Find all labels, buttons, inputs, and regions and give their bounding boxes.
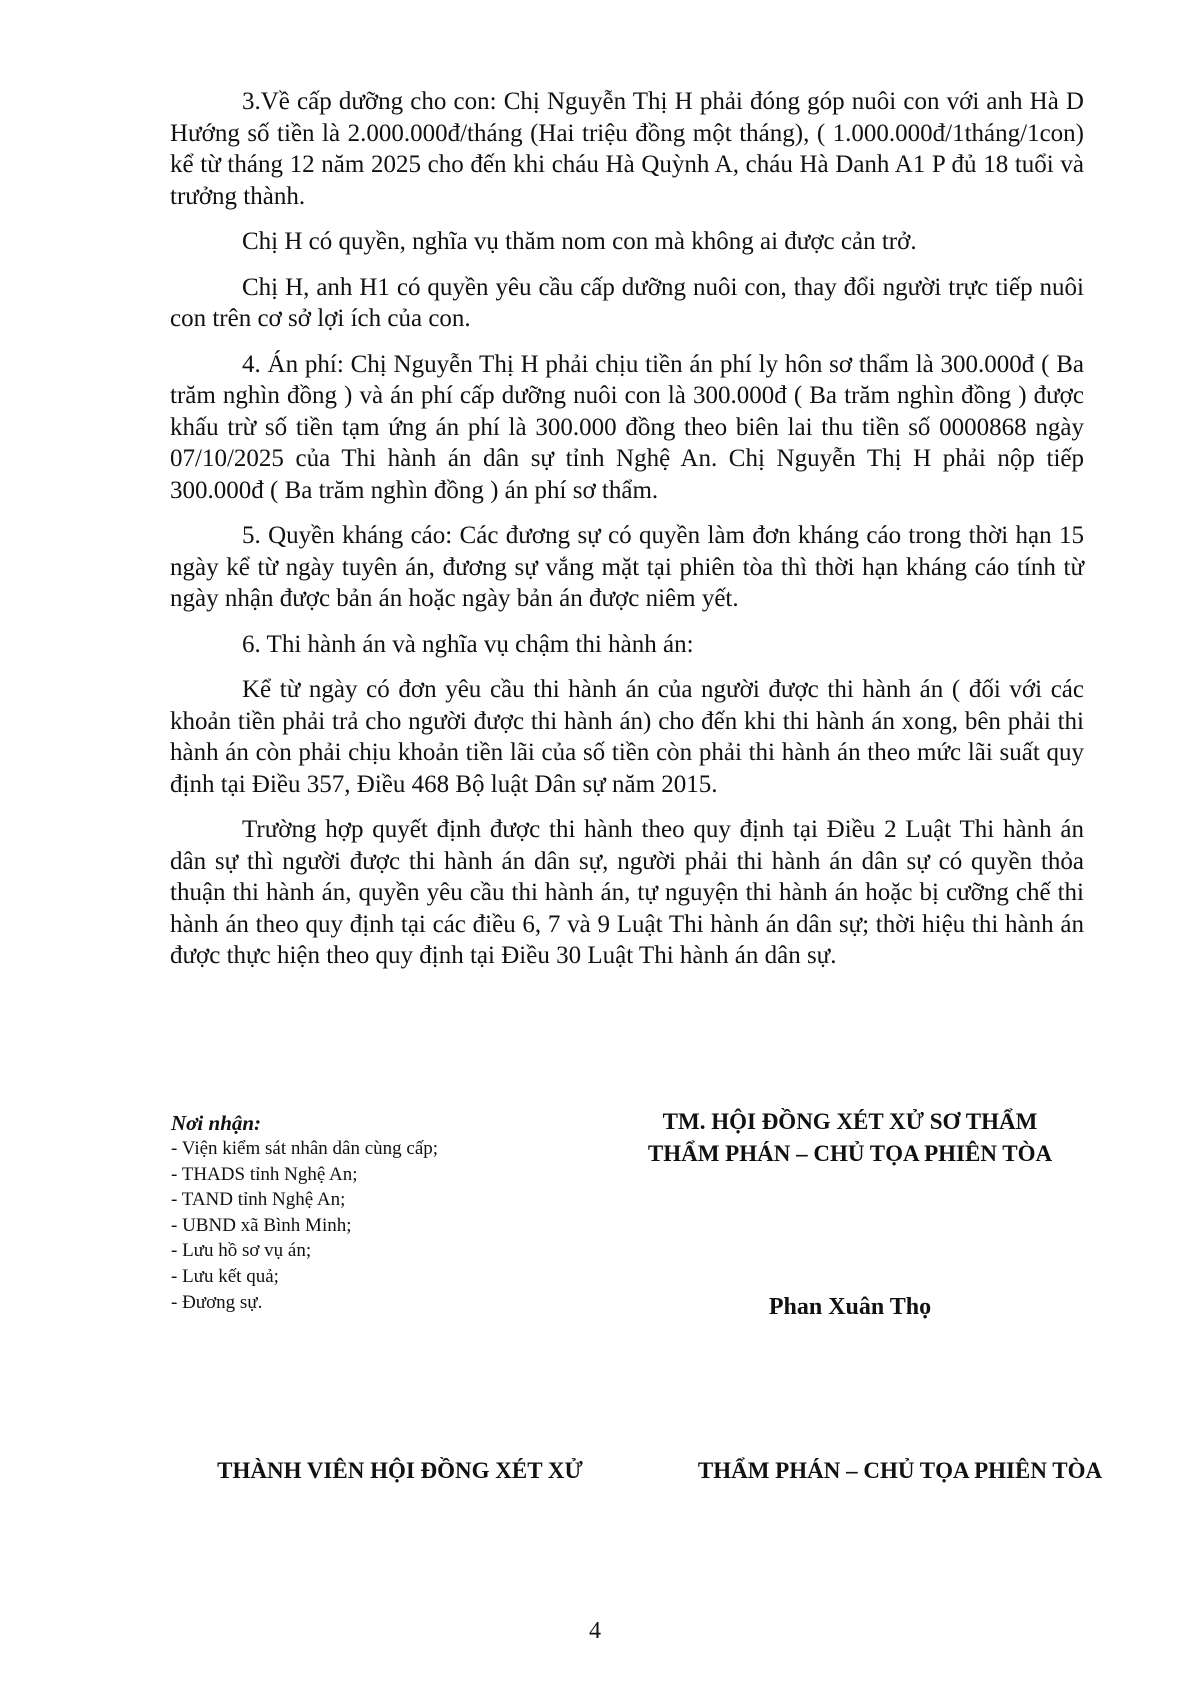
signature-block — [600, 1106, 1100, 1170]
recipient-item: - Lưu kết quả; — [171, 1265, 279, 1287]
page-number: 4 — [589, 1618, 601, 1644]
signature-title-role: THẨM PHÁN – CHỦ TỌA PHIÊN TÒA — [647, 1141, 1053, 1166]
recipient-item: - Đương sự. — [171, 1291, 263, 1313]
paragraph-late-payment-interest: Kể từ ngày có đơn yêu cầu thi hành án của người được thi hành án ( đối với các khoản tiền phải trả cho người được thi hành án) cho đến khi thi hành án xong, bên phải thi hành án còn phải chịu khoản tiền lãi của số tiền còn phải thi hành án theo mức lãi suất quy định tại Điều 357, Điều 468 Bộ luật Dân sự năm 2015. — [170, 676, 1084, 798]
recipients-heading: Nơi nhận: — [171, 1111, 262, 1135]
paragraph-enforcement-law: Trường hợp quyết định được thi hành theo quy định tại Điều 2 Luật Thi hành án dân sự thì người được thi hành án dân sự, người phải thi hành án dân sự có quyền thỏa thuận thi hành án, quyền yêu cầu thi hành án, tự nguyện thi hành án hoặc bị cưỡng chế thi hành án theo quy định tại các điều 6, 7 và 9 Luật Thi hành án dân sự; thời hiệu thi hành án được thực hiện theo quy định tại Điều 30 Luật Thi hành án dân sự. — [170, 816, 1084, 969]
judgment-body — [170, 86, 1084, 972]
paragraph-enforcement-heading: 6. Thi hành án và nghĩa vụ chậm thi hành án: — [242, 630, 694, 658]
paragraph-court-fees: 4. Án phí: Chị Nguyễn Thị H phải chịu tiền án phí ly hôn sơ thẩm là 300.000đ ( Ba trăm nghìn đồng ) và án phí cấp dưỡng nuôi con là 300.000đ ( Ba trăm nghìn đồng ) được khấu trừ số tiền tạm ứng án phí là 300.000 đồng theo biên lai thu tiền số 0000868 ngày 07/10/2025 của Thi hành án dân sự tỉnh Nghệ An. Chị Nguyễn Thị H phải nộp tiếp 300.000đ ( Ba trăm nghìn đồng ) án phí sơ thẩm. — [170, 350, 1084, 504]
signer-name: Phan Xuân Thọ — [768, 1294, 932, 1320]
panel-member-title: THÀNH VIÊN HỘI ĐỒNG XÉT XỬ — [217, 1458, 583, 1483]
recipient-item: - THADS tỉnh Nghệ An; — [171, 1163, 358, 1185]
paragraph-visitation-right: Chị H có quyền, nghĩa vụ thăm nom con mà không ai được cản trở. — [242, 228, 917, 255]
paragraph-child-support: 3.Về cấp dưỡng cho con: Chị Nguyễn Thị H phải đóng góp nuôi con với anh Hà D Hướng số tiền là 2.000.000đ/tháng (Hai triệu đồng một tháng), ( 1.000.000đ/1tháng/1con) kể từ tháng 12 năm 2025 cho đến khi cháu Hà Quỳnh A, cháu Hà Danh A1 P đủ 18 tuổi và trưởng thành. — [170, 88, 1084, 210]
recipients-list — [171, 1136, 571, 1315]
recipient-item: - TAND tỉnh Nghệ An; — [171, 1189, 346, 1211]
paragraph-appeal-right: 5. Quyền kháng cáo: Các đương sự có quyền làm đơn kháng cáo trong thời hạn 15 ngày kể từ ngày tuyên án, đương sự vắng mặt tại phiên tòa thì thời hạn kháng cáo tính từ ngày nhận được bản án hoặc ngày bản án được niêm yết. — [170, 522, 1084, 612]
recipient-item: - Lưu hồ sơ vụ án; — [171, 1240, 312, 1262]
recipient-item: - Viện kiểm sát nhân dân cùng cấp; — [171, 1138, 439, 1159]
signature-title-panel: TM. HỘI ĐỒNG XÉT XỬ SƠ THẨM — [662, 1109, 1038, 1134]
presiding-judge-title: THẨM PHÁN – CHỦ TỌA PHIÊN TÒA — [697, 1458, 1103, 1483]
paragraph-change-custody-right: Chị H, anh H1 có quyền yêu cầu cấp dưỡng nuôi con, thay đổi người trực tiếp nuôi con trên cơ sở lợi ích của con. — [170, 273, 1084, 332]
recipients-block — [171, 1110, 571, 1315]
recipient-item: - UBND xã Bình Minh; — [171, 1214, 352, 1236]
